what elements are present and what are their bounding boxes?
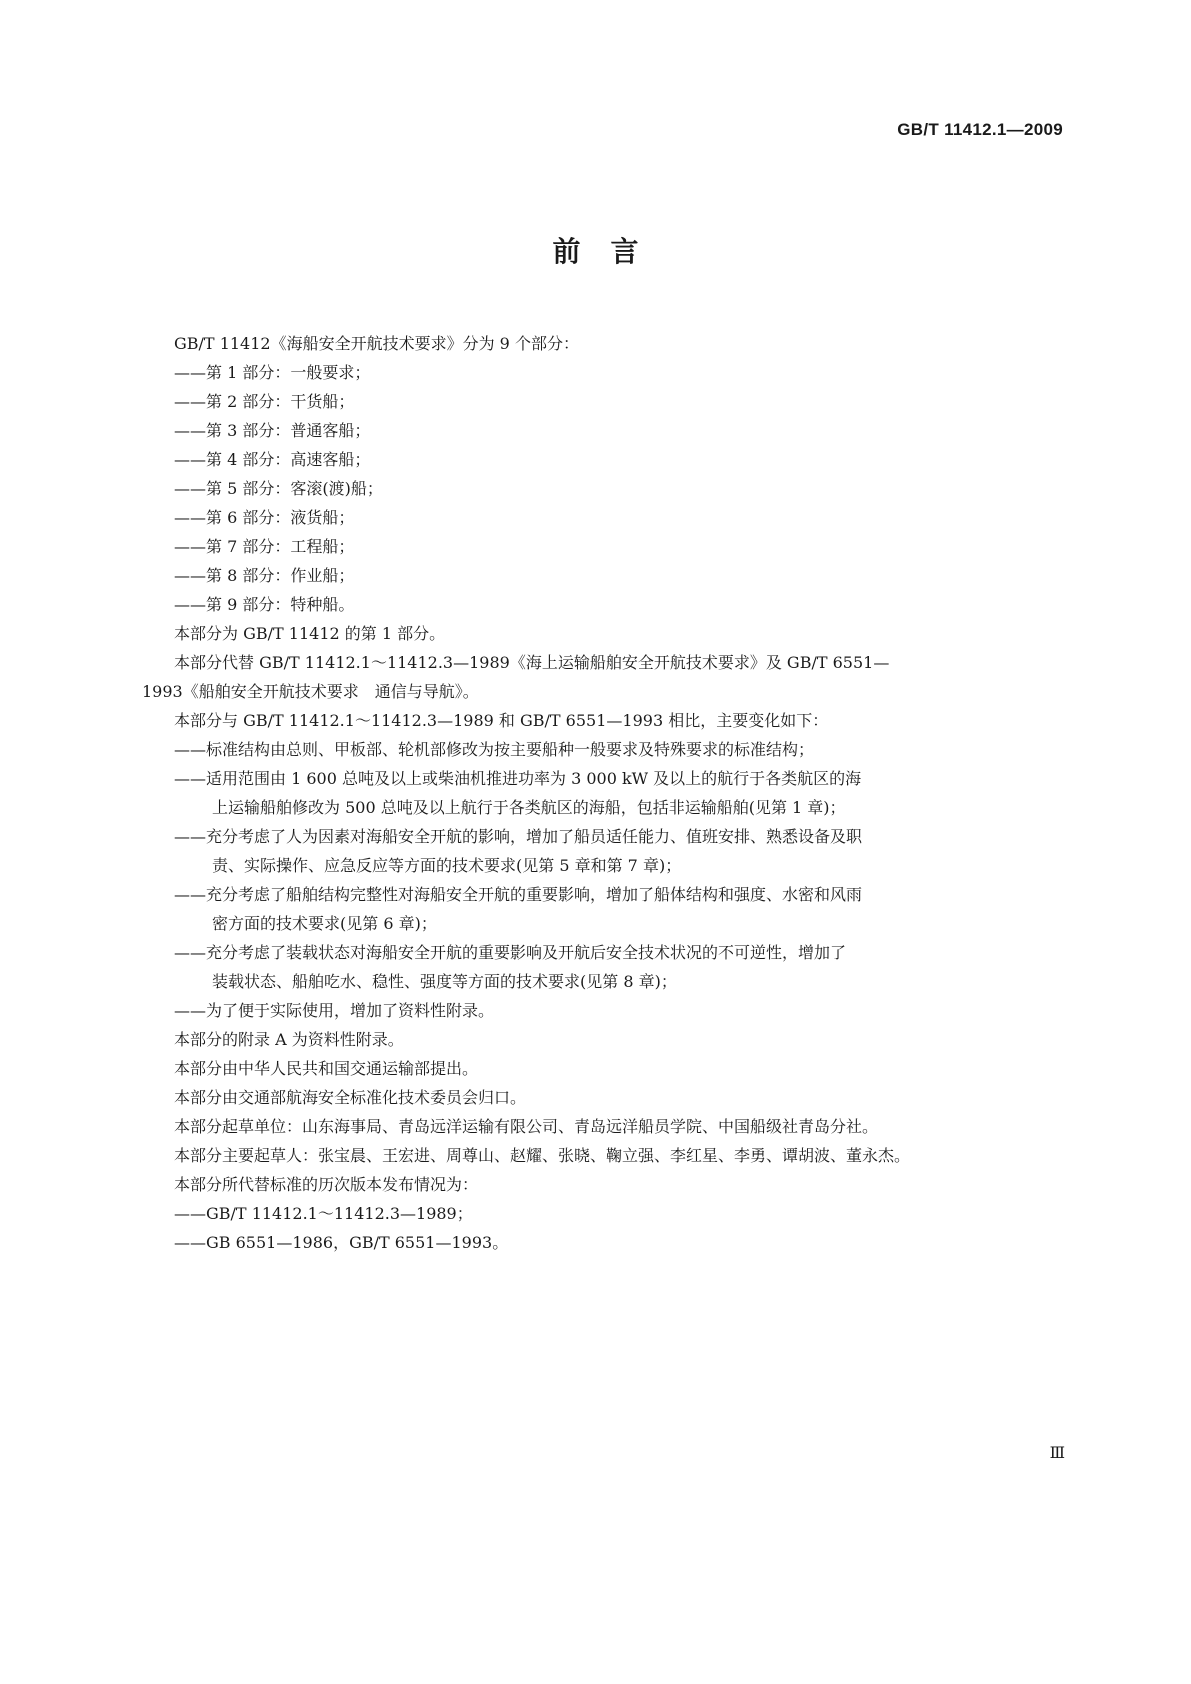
page-number: Ⅲ [1049,1445,1065,1462]
change-item: ——充分考虑了装载状态对海船安全开航的重要影响及开航后安全技术状况的不可逆性，增加了 [174,943,847,962]
change-item: ——标准结构由总则、甲板部、轮机部修改为按主要船种一般要求及特殊要求的标准结构； [174,740,815,759]
change-item: ——适用范围由 1 600 总吨及以上或柴油机推进功率为 3 000 kW 及以上的航行于各类航区的海 [174,769,862,788]
change-item-continuation: 密方面的技术要求(见第 6 章)； [212,914,437,933]
part-item: ——第 8 部分：作业船； [174,566,355,585]
page-title: 前言 [552,235,669,268]
drafters: 本部分主要起草人：张宝晨、王宏进、周尊山、赵耀、张晓、鞠立强、李红星、李勇、谭胡波、董永杰。 [174,1146,911,1165]
part-item: ——第 6 部分：液货船； [174,508,355,527]
part-item: ——第 2 部分：干货船； [174,392,355,411]
history-item: ——GB 6551—1986，GB/T 6551—1993。 [174,1233,509,1252]
history-intro: 本部分所代替标准的历次版本发布情况为： [174,1175,479,1194]
part-item: ——第 5 部分：客滚(渡)船； [174,479,383,498]
changes-intro: 本部分与 GB/T 11412.1～11412.3—1989 和 GB/T 6551—1993 相比，主要变化如下： [174,711,829,730]
standard-code: GB/T 11412.1—2009 [897,120,1063,139]
part-item: ——第 7 部分：工程船； [174,537,355,556]
change-item-continuation: 责、实际操作、应急反应等方面的技术要求(见第 5 章和第 7 章)； [212,856,682,875]
part-item: ——第 3 部分：普通客船； [174,421,371,440]
change-item: ——充分考虑了船舶结构完整性对海船安全开航的重要影响，增加了船体结构和强度、水密和风雨 [174,885,863,904]
part-item: ——第 1 部分：一般要求； [174,363,371,382]
change-item-continuation: 上运输船舶修改为 500 总吨及以上航行于各类航区的海船，包括非运输船舶(见第 1 章)； [212,798,846,817]
foreword-body [142,329,1064,1257]
centralized-by: 本部分由交通部航海安全标准化技术委员会归口。 [174,1088,527,1107]
change-item-continuation: 装载状态、船舶吃水、稳性、强度等方面的技术要求(见第 8 章)； [212,972,677,991]
annex-statement: 本部分的附录 A 为资料性附录。 [174,1030,404,1049]
part-item: ——第 4 部分：高速客船； [174,450,371,469]
part-item: ——第 9 部分：特种船。 [174,595,355,614]
replaces-line-1: 本部分代替 GB/T 11412.1～11412.3—1989《海上运输船舶安全开航技术要求》及 GB/T 6551— [174,653,890,672]
change-item: ——充分考虑了人为因素对海船安全开航的影响，增加了船员适任能力、值班安排、熟悉设备及职 [174,827,863,846]
parts-intro: GB/T 11412《海船安全开航技术要求》分为 9 个部分： [174,334,579,353]
drafting-units: 本部分起草单位：山东海事局、青岛远洋运输有限公司、青岛远洋船员学院、中国船级社青岛分社。 [174,1117,879,1136]
history-item: ——GB/T 11412.1～11412.3—1989； [174,1204,473,1223]
part-statement: 本部分为 GB/T 11412 的第 1 部分。 [174,624,446,643]
change-item: ——为了便于实际使用，增加了资料性附录。 [174,1001,495,1020]
replaces-line-2: 1993《船舶安全开航技术要求 通信与导航》。 [142,682,479,701]
proposed-by: 本部分由中华人民共和国交通运输部提出。 [174,1059,479,1078]
